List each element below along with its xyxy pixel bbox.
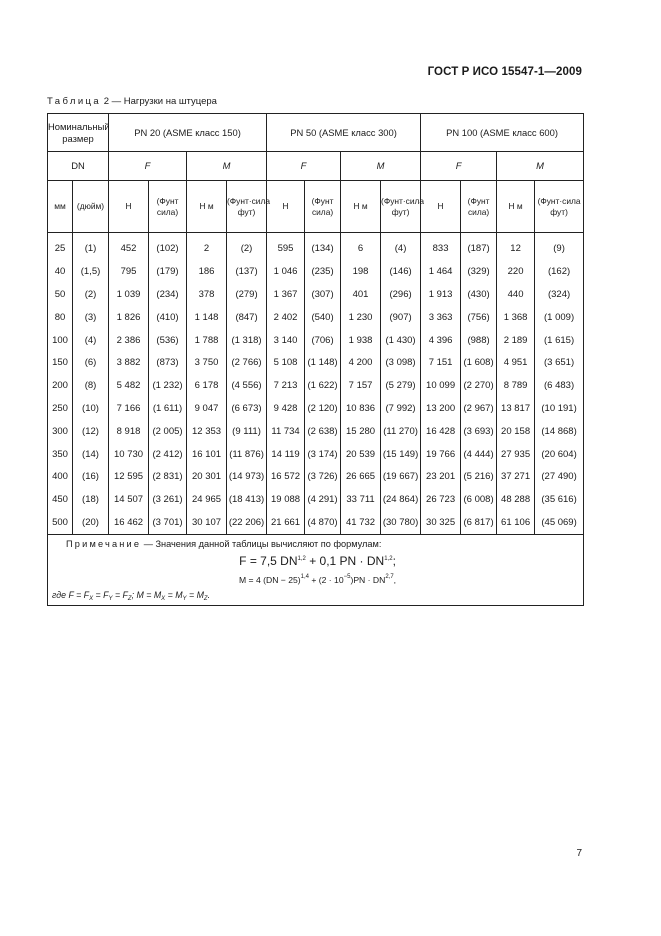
table-cell: 16 101 bbox=[187, 443, 227, 466]
table-cell: 3 750 bbox=[187, 352, 227, 375]
table-row bbox=[48, 238, 584, 261]
table-cell: 6 bbox=[341, 238, 381, 261]
table-cell: (20) bbox=[73, 512, 109, 535]
table-cell: (20 604) bbox=[535, 443, 584, 466]
table-cell: 400 bbox=[48, 466, 73, 489]
table-cell: 7 166 bbox=[109, 398, 149, 421]
table-cell: (2) bbox=[227, 238, 267, 261]
table-cell: (234) bbox=[149, 284, 187, 307]
table-cell: (307) bbox=[305, 284, 341, 307]
table-cell: (102) bbox=[149, 238, 187, 261]
table-cell: 41 732 bbox=[341, 512, 381, 535]
unit-n: Н bbox=[267, 181, 305, 233]
table-cell: (1 622) bbox=[305, 375, 341, 398]
table-cell: 1 464 bbox=[421, 261, 461, 284]
table-cell: 9 428 bbox=[267, 398, 305, 421]
table-cell: 13 200 bbox=[421, 398, 461, 421]
force-header: F bbox=[267, 152, 341, 181]
table-cell: (410) bbox=[149, 306, 187, 329]
table-cell: 186 bbox=[187, 261, 227, 284]
table-cell: 20 158 bbox=[497, 420, 535, 443]
table-cell: 10 836 bbox=[341, 398, 381, 421]
table-cell: (324) bbox=[535, 284, 584, 307]
unit-nm: Н м bbox=[187, 181, 227, 233]
note-cell bbox=[48, 535, 584, 605]
table-cell: 16 428 bbox=[421, 420, 461, 443]
table-cell: 21 661 bbox=[267, 512, 305, 535]
table-cell: (3) bbox=[73, 306, 109, 329]
table-cell: (10 191) bbox=[535, 398, 584, 421]
table-cell: 452 bbox=[109, 238, 149, 261]
table-cell: (540) bbox=[305, 306, 341, 329]
table-cell: 1 230 bbox=[341, 306, 381, 329]
table-cell: 4 396 bbox=[421, 329, 461, 352]
table-caption bbox=[47, 96, 217, 107]
unit-n: Н bbox=[109, 181, 149, 233]
table-cell: (847) bbox=[227, 306, 267, 329]
table-cell: (45 069) bbox=[535, 512, 584, 535]
unit-lbf: (Фунт сила) bbox=[461, 181, 497, 233]
table-cell: (5 216) bbox=[461, 466, 497, 489]
table-cell: 1 368 bbox=[497, 306, 535, 329]
table-cell: (14) bbox=[73, 443, 109, 466]
table-cell: (2 831) bbox=[149, 466, 187, 489]
table-cell: 250 bbox=[48, 398, 73, 421]
table-cell: 500 bbox=[48, 512, 73, 535]
table-cell: 12 bbox=[497, 238, 535, 261]
unit-lbf: (Фунт сила) bbox=[305, 181, 341, 233]
table-cell: 2 402 bbox=[267, 306, 305, 329]
table-row bbox=[48, 489, 584, 512]
table-row bbox=[48, 329, 584, 352]
table-cell: (146) bbox=[381, 261, 421, 284]
table-cell: 200 bbox=[48, 375, 73, 398]
table-cell: (6 817) bbox=[461, 512, 497, 535]
table-cell: 26 665 bbox=[341, 466, 381, 489]
table-cell: (4 556) bbox=[227, 375, 267, 398]
table-cell: 3 363 bbox=[421, 306, 461, 329]
table-row bbox=[48, 306, 584, 329]
table-cell: 61 106 bbox=[497, 512, 535, 535]
table-row bbox=[48, 398, 584, 421]
table-cell: (6 483) bbox=[535, 375, 584, 398]
table-cell: (6 673) bbox=[227, 398, 267, 421]
table-cell: 350 bbox=[48, 443, 73, 466]
force-header: F bbox=[109, 152, 187, 181]
table-cell: (2 005) bbox=[149, 420, 187, 443]
table-cell: (4) bbox=[73, 329, 109, 352]
table-cell: 220 bbox=[497, 261, 535, 284]
table-cell: (187) bbox=[461, 238, 497, 261]
table-cell: (8) bbox=[73, 375, 109, 398]
table-cell: 12 595 bbox=[109, 466, 149, 489]
table-cell: (10) bbox=[73, 398, 109, 421]
table-cell: 11 734 bbox=[267, 420, 305, 443]
table-cell: 300 bbox=[48, 420, 73, 443]
table-cell: 1 148 bbox=[187, 306, 227, 329]
table-cell: 10 730 bbox=[109, 443, 149, 466]
table-cell: (4 444) bbox=[461, 443, 497, 466]
table-cell: (24 864) bbox=[381, 489, 421, 512]
table-cell: (3 651) bbox=[535, 352, 584, 375]
table-cell: (1 318) bbox=[227, 329, 267, 352]
table-cell: (162) bbox=[535, 261, 584, 284]
table-cell: 2 386 bbox=[109, 329, 149, 352]
table-cell: 12 353 bbox=[187, 420, 227, 443]
table-cell: (4) bbox=[381, 238, 421, 261]
table-cell: (2 412) bbox=[149, 443, 187, 466]
note-text: — Значения данной таблицы вычисляют по формулам: bbox=[141, 539, 382, 550]
table-cell: (2 766) bbox=[227, 352, 267, 375]
table-cell: (4 870) bbox=[305, 512, 341, 535]
unit-lbfft: (Фунт·сила фут) bbox=[227, 181, 267, 233]
table-cell: (756) bbox=[461, 306, 497, 329]
table-cell: (3 261) bbox=[149, 489, 187, 512]
table-cell: (15 149) bbox=[381, 443, 421, 466]
page-number: 7 bbox=[576, 848, 582, 859]
table-cell: (873) bbox=[149, 352, 187, 375]
nominal-size-header: Номинальный размер bbox=[48, 114, 109, 152]
note-heading bbox=[52, 539, 583, 551]
table-cell: (14 868) bbox=[535, 420, 584, 443]
table-cell: 1 046 bbox=[267, 261, 305, 284]
table-cell: (2) bbox=[73, 284, 109, 307]
table-cell: 27 935 bbox=[497, 443, 535, 466]
table-cell: (1 611) bbox=[149, 398, 187, 421]
table-cell: (27 490) bbox=[535, 466, 584, 489]
table-cell: (16) bbox=[73, 466, 109, 489]
table-cell: (179) bbox=[149, 261, 187, 284]
document-code: ГОСТ Р ИСО 15547-1—2009 bbox=[427, 66, 582, 78]
table-cell: (30 780) bbox=[381, 512, 421, 535]
table-cell: (907) bbox=[381, 306, 421, 329]
table-cell: (296) bbox=[381, 284, 421, 307]
header-row-quantities bbox=[48, 152, 584, 181]
table-cell: 80 bbox=[48, 306, 73, 329]
unit-lbfft: (Фунт·сила фут) bbox=[381, 181, 421, 233]
table-cell: 7 151 bbox=[421, 352, 461, 375]
table-cell: 9 047 bbox=[187, 398, 227, 421]
table-cell: 3 882 bbox=[109, 352, 149, 375]
table-cell: 378 bbox=[187, 284, 227, 307]
table-cell: 19 766 bbox=[421, 443, 461, 466]
table-cell: (1 430) bbox=[381, 329, 421, 352]
header-row-units bbox=[48, 181, 584, 233]
pn20-header: PN 20 (ASME класс 150) bbox=[109, 114, 267, 152]
table-cell: 198 bbox=[341, 261, 381, 284]
table-cell: (3 174) bbox=[305, 443, 341, 466]
table-cell: (134) bbox=[305, 238, 341, 261]
table-cell: 15 280 bbox=[341, 420, 381, 443]
table-cell: 795 bbox=[109, 261, 149, 284]
table-cell: 16 572 bbox=[267, 466, 305, 489]
table-row bbox=[48, 443, 584, 466]
pn100-header: PN 100 (ASME класс 600) bbox=[421, 114, 584, 152]
caption-prefix: Таблица bbox=[47, 96, 102, 107]
table-cell: 6 178 bbox=[187, 375, 227, 398]
unit-nm: Н м bbox=[497, 181, 535, 233]
table-cell: (1 608) bbox=[461, 352, 497, 375]
table-cell: (7 992) bbox=[381, 398, 421, 421]
table-cell: (3 726) bbox=[305, 466, 341, 489]
table-cell: (9 111) bbox=[227, 420, 267, 443]
unit-n: Н bbox=[421, 181, 461, 233]
table-cell: (2 967) bbox=[461, 398, 497, 421]
table-cell: 2 189 bbox=[497, 329, 535, 352]
table-cell: 1 938 bbox=[341, 329, 381, 352]
table-cell: 1 913 bbox=[421, 284, 461, 307]
table-cell: (35 616) bbox=[535, 489, 584, 512]
table-cell: (1,5) bbox=[73, 261, 109, 284]
table-cell: 48 288 bbox=[497, 489, 535, 512]
table-cell: (536) bbox=[149, 329, 187, 352]
table-cell: 33 711 bbox=[341, 489, 381, 512]
table-cell: (279) bbox=[227, 284, 267, 307]
table-cell: 4 951 bbox=[497, 352, 535, 375]
table-cell: 19 088 bbox=[267, 489, 305, 512]
table-cell: 10 099 bbox=[421, 375, 461, 398]
note-label: Примечание bbox=[66, 539, 142, 550]
table-cell: (430) bbox=[461, 284, 497, 307]
unit-inch: (дюйм) bbox=[73, 181, 109, 233]
table-cell: 440 bbox=[497, 284, 535, 307]
table-cell: 1 367 bbox=[267, 284, 305, 307]
table-cell: 7 213 bbox=[267, 375, 305, 398]
table-cell: (1 009) bbox=[535, 306, 584, 329]
table-cell: (6 008) bbox=[461, 489, 497, 512]
table-row bbox=[48, 375, 584, 398]
table-cell: 23 201 bbox=[421, 466, 461, 489]
table-cell: 14 507 bbox=[109, 489, 149, 512]
table-cell: 16 462 bbox=[109, 512, 149, 535]
table-cell: 8 918 bbox=[109, 420, 149, 443]
table-cell: 30 107 bbox=[187, 512, 227, 535]
table-cell: 5 108 bbox=[267, 352, 305, 375]
table-row bbox=[48, 284, 584, 307]
table-cell: (235) bbox=[305, 261, 341, 284]
table-cell: 26 723 bbox=[421, 489, 461, 512]
formula-definitions: где $F = F_X = F_Y = F_Z$; $M = M_X = M_Y = M_Z$. bbox=[52, 589, 211, 602]
table-cell: 8 789 bbox=[497, 375, 535, 398]
table-cell: (2 270) bbox=[461, 375, 497, 398]
table-cell: (18 413) bbox=[227, 489, 267, 512]
table-cell: (329) bbox=[461, 261, 497, 284]
table-cell: (706) bbox=[305, 329, 341, 352]
unit-lbf: (Фунт сила) bbox=[149, 181, 187, 233]
table-cell: (19 667) bbox=[381, 466, 421, 489]
note-row bbox=[48, 535, 584, 605]
table-cell: (6) bbox=[73, 352, 109, 375]
table-cell: 100 bbox=[48, 329, 73, 352]
formula-force: F = 7,5 DN$^{1,2}$ + 0,1 PN · DN$^{1,2}$; bbox=[239, 553, 396, 568]
table-cell: 1 039 bbox=[109, 284, 149, 307]
table-cell: 37 271 bbox=[497, 466, 535, 489]
table-cell: 1 788 bbox=[187, 329, 227, 352]
table-cell: 401 bbox=[341, 284, 381, 307]
table-row bbox=[48, 420, 584, 443]
unit-lbfft: (Фунт·сила фут) bbox=[535, 181, 584, 233]
table-cell: (22 206) bbox=[227, 512, 267, 535]
table-cell: 30 325 bbox=[421, 512, 461, 535]
moment-header: M bbox=[341, 152, 421, 181]
table-row bbox=[48, 466, 584, 489]
force-header: F bbox=[421, 152, 497, 181]
table-cell: (1 615) bbox=[535, 329, 584, 352]
table-cell: 14 119 bbox=[267, 443, 305, 466]
table-cell: (3 693) bbox=[461, 420, 497, 443]
table-cell: 50 bbox=[48, 284, 73, 307]
table-cell: (2 120) bbox=[305, 398, 341, 421]
unit-nm: Н м bbox=[341, 181, 381, 233]
table-cell: 4 200 bbox=[341, 352, 381, 375]
pn50-header: PN 50 (ASME класс 300) bbox=[267, 114, 421, 152]
table-cell: (2 638) bbox=[305, 420, 341, 443]
table-cell: (5 279) bbox=[381, 375, 421, 398]
table-cell: 3 140 bbox=[267, 329, 305, 352]
table-cell: (3 098) bbox=[381, 352, 421, 375]
table-cell: (3 701) bbox=[149, 512, 187, 535]
table-cell: 2 bbox=[187, 238, 227, 261]
formula-moment: M = 4 $(DN - 25)^{1,4} + (2 \cdot 10^{-5})PN \cdot DN^{2,7}$, bbox=[239, 573, 397, 585]
table-cell: (988) bbox=[461, 329, 497, 352]
table-row bbox=[48, 261, 584, 284]
table-body bbox=[48, 238, 584, 535]
table-cell: (1) bbox=[73, 238, 109, 261]
table-cell: 595 bbox=[267, 238, 305, 261]
dn-header: DN bbox=[48, 152, 109, 181]
table-cell: 150 bbox=[48, 352, 73, 375]
table-cell: (4 291) bbox=[305, 489, 341, 512]
table-cell: 450 bbox=[48, 489, 73, 512]
table-cell: (11 270) bbox=[381, 420, 421, 443]
table-cell: (11 876) bbox=[227, 443, 267, 466]
moment-header: M bbox=[187, 152, 267, 181]
table-cell: 24 965 bbox=[187, 489, 227, 512]
table-cell: (1 232) bbox=[149, 375, 187, 398]
table-cell: (14 973) bbox=[227, 466, 267, 489]
table-cell: (9) bbox=[535, 238, 584, 261]
table-row bbox=[48, 352, 584, 375]
unit-mm: мм bbox=[48, 181, 73, 233]
loads-table bbox=[47, 113, 584, 606]
table-cell: (1 148) bbox=[305, 352, 341, 375]
caption-title: 2 — Нагрузки на штуцера bbox=[101, 96, 217, 107]
table-cell: (137) bbox=[227, 261, 267, 284]
table-cell: 20 539 bbox=[341, 443, 381, 466]
table-cell: 13 817 bbox=[497, 398, 535, 421]
table-cell: (18) bbox=[73, 489, 109, 512]
table-cell: 1 826 bbox=[109, 306, 149, 329]
table-cell: 25 bbox=[48, 238, 73, 261]
table-cell: 40 bbox=[48, 261, 73, 284]
table-row bbox=[48, 512, 584, 535]
table-cell: 7 157 bbox=[341, 375, 381, 398]
table-cell: 20 301 bbox=[187, 466, 227, 489]
moment-header: M bbox=[497, 152, 584, 181]
table-cell: 5 482 bbox=[109, 375, 149, 398]
table-cell: 833 bbox=[421, 238, 461, 261]
header-row-groups bbox=[48, 114, 584, 152]
table-cell: (12) bbox=[73, 420, 109, 443]
